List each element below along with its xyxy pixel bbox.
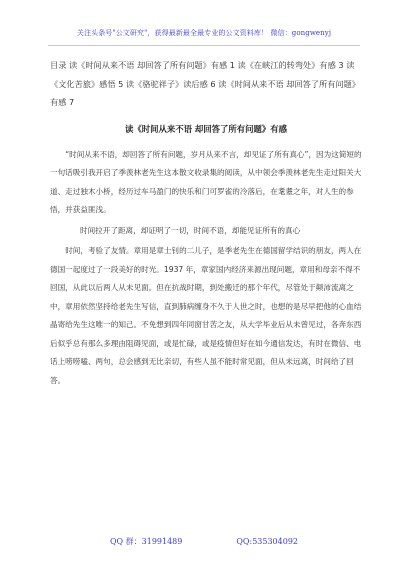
footer-qq: QQ:535304092 [236, 537, 298, 546]
header-banner: 关注头条号"公文研究"，获得最新最全最专业的公文资料库！ 微信：gongwenyj [76, 29, 332, 37]
footer-contact [0, 536, 408, 547]
document-body [50, 56, 362, 392]
paragraph-friendship: 时间，考验了友情。章用是章士钊的二儿子，是季老先生在德国留学结识的朋友，两人在德国一起度过了一段美好的时光。1937 年，章家国内经济来源出现问题，章用和母亲不得不回国，从此以后两人从未见面。但在抗战时期，到处搬迁的那个年代，尽管处于颠沛流离之中，章用依然坚持给老先生写信，直到肺病缠身不久于人世之时，也想的是尽早把他的心血结晶寄给先生这唯一的知己。不免想到四年同窗甘苦之友，从大学毕业后从未曾见过，各奔东西后似乎总有那么多理由阻碍见面，或是忙碌，或是疫情但好在如今通信发达，有时在微信、电话上唠唠嗑、两句，总会感到无比亲切，有些人虽不能时常见面，但从未远离，时间给了回答。 [50, 246, 362, 385]
paragraph-theme: 时间拉开了距离，却证明了一切，时间不语，却能见证所有的真心 [80, 225, 301, 235]
header-divider [48, 45, 360, 46]
footer-qq-group: QQ 群：31991489 [109, 537, 183, 546]
table-of-contents: 目录 读《时间从来不语 却回答了所有问题》有感 1 读《在峡江的转弯处》有感 3 读《文化苦旅》感悟 5 读《骆驼祥子》读后感 6 读《时间从来不语 却回答了所有问题》有感 7 [50, 60, 360, 107]
paragraph-intro: “时间从来不语，却回答了所有问题，岁月从来不言，却见证了所有真心”，因为这简短的一句话吸引我开启了季羡林老先生这本散文收录集的阅读，从中领会季羡林老先生走过阳关大道、走过独木小桥，经历过车马盈门的快乐和门可罗雀的冷落后，在耄耋之年，对人生的参悟，并获益匪浅。 [50, 149, 362, 214]
article-title: 读《时间从来不语 却回答了所有问题》有感 [124, 123, 288, 134]
